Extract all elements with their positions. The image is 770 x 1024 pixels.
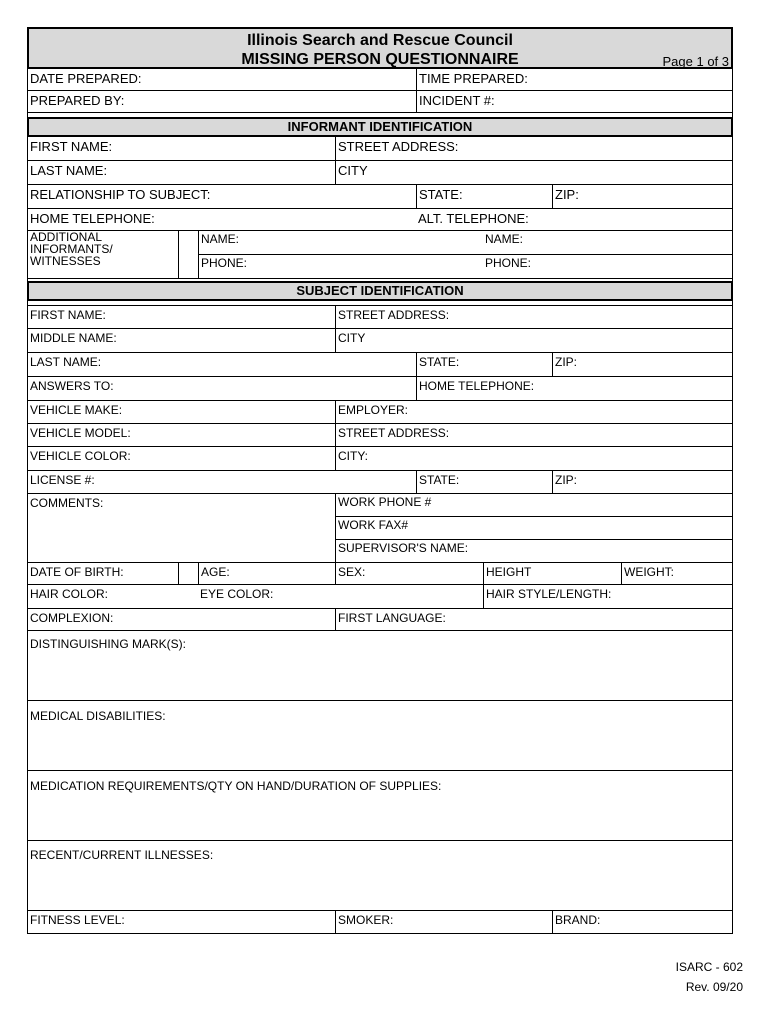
additional-phone-1-field[interactable]: PHONE: <box>201 256 248 270</box>
time-prepared-field[interactable]: TIME PREPARED: <box>416 69 732 90</box>
age-field[interactable]: AGE: <box>198 563 335 584</box>
prepared-by-field[interactable]: PREPARED BY: <box>30 93 125 108</box>
additional-informants-label <box>28 231 178 278</box>
subject-middle-name-field[interactable]: MIDDLE NAME: <box>30 331 117 345</box>
subject-first-name-field[interactable]: FIRST NAME: <box>30 308 106 322</box>
informant-last-name-field[interactable]: LAST NAME: <box>30 163 108 178</box>
distinguishing-marks-row <box>27 631 733 701</box>
informant-street-address-field[interactable]: STREET ADDRESS: <box>335 137 732 160</box>
employer-street-address-field[interactable]: STREET ADDRESS: <box>335 424 732 446</box>
subject-section-header: SUBJECT IDENTIFICATION <box>27 281 733 301</box>
form-title: MISSING PERSON QUESTIONNAIRE <box>241 51 519 68</box>
informant-row-1 <box>27 137 733 161</box>
medical-disabilities-field[interactable]: MEDICAL DISABILITIES: <box>30 709 166 723</box>
informant-city-field[interactable]: CITY <box>335 161 732 184</box>
work-fax-field[interactable]: WORK FAX# <box>336 517 732 540</box>
dob-divider <box>178 563 198 584</box>
incident-number-field[interactable]: INCIDENT #: <box>416 91 732 112</box>
medication-row <box>27 771 733 841</box>
hair-style-field[interactable]: HAIR STYLE/LENGTH: <box>483 585 732 608</box>
smoker-field[interactable]: SMOKER: <box>335 911 552 933</box>
subject-home-telephone-field[interactable]: HOME TELEPHONE: <box>416 377 732 400</box>
subject-state-field[interactable]: STATE: <box>416 353 552 376</box>
informant-zip-field[interactable]: ZIP: <box>552 185 732 208</box>
comments-row <box>27 494 733 563</box>
additional-informants-row <box>27 231 733 279</box>
subject-row-4 <box>27 377 733 401</box>
supervisor-name-field[interactable]: SUPERVISOR'S NAME: <box>338 541 469 555</box>
relationship-field[interactable]: RELATIONSHIP TO SUBJECT: <box>30 187 211 202</box>
vehicle-make-field[interactable]: VEHICLE MAKE: <box>30 403 123 417</box>
subject-zip-field[interactable]: ZIP: <box>552 353 732 376</box>
subject-row-1 <box>27 305 733 329</box>
medication-field[interactable]: MEDICATION REQUIREMENTS/QTY ON HAND/DURATION OF SUPPLIES: <box>30 779 442 793</box>
illnesses-row <box>27 841 733 911</box>
subject-city-field[interactable]: CITY <box>335 329 732 352</box>
subject-row-3 <box>27 353 733 377</box>
subject-row-7 <box>27 447 733 471</box>
additional-name-1-field[interactable]: NAME: <box>201 232 240 246</box>
additional-name-row <box>199 231 732 255</box>
informant-row-3 <box>27 185 733 209</box>
sex-field[interactable]: SEX: <box>335 563 483 584</box>
page-number: Page 1 of 3 <box>662 54 729 69</box>
additional-phone-row <box>199 255 732 278</box>
form-id: ISARC - 602 <box>675 960 743 974</box>
weight-field[interactable]: WEIGHT: <box>621 563 732 584</box>
fitness-row <box>27 911 733 934</box>
distinguishing-marks-field[interactable]: DISTINGUISHING MARK(S): <box>30 637 187 651</box>
informant-home-telephone-field[interactable]: HOME TELEPHONE: <box>30 211 155 226</box>
answers-to-field[interactable]: ANSWERS TO: <box>30 379 114 393</box>
employer-city-field[interactable]: CITY: <box>335 447 732 470</box>
form-header <box>27 27 733 69</box>
additional-divider <box>178 231 198 278</box>
date-of-birth-field[interactable]: DATE OF BIRTH: <box>30 565 124 579</box>
form-revision: Rev. 09/20 <box>685 980 743 994</box>
recent-illnesses-field[interactable]: RECENT/CURRENT ILLNESSES: <box>30 848 214 862</box>
brand-field[interactable]: BRAND: <box>552 911 732 933</box>
medical-disabilities-row <box>27 701 733 771</box>
subject-row-2 <box>27 329 733 353</box>
license-field[interactable]: LICENSE #: <box>30 473 95 487</box>
hair-color-field[interactable]: HAIR COLOR: <box>30 587 109 601</box>
height-field[interactable]: HEIGHT <box>483 563 621 584</box>
vehicle-model-field[interactable]: VEHICLE MODEL: <box>30 426 131 440</box>
additional-name-2-field[interactable]: NAME: <box>485 232 524 246</box>
additional-label-line2: INFORMANTS/ <box>30 242 113 256</box>
informant-row-4 <box>27 209 733 231</box>
informant-section-header: INFORMANT IDENTIFICATION <box>27 117 733 137</box>
informant-row-2 <box>27 161 733 185</box>
vehicle-color-field[interactable]: VEHICLE COLOR: <box>30 449 131 463</box>
employer-contact-block <box>335 494 732 562</box>
first-language-field[interactable]: FIRST LANGUAGE: <box>335 609 732 630</box>
license-state-field[interactable]: STATE: <box>416 471 552 493</box>
subject-row-dob <box>27 563 733 585</box>
license-zip-field[interactable]: ZIP: <box>552 471 732 493</box>
employer-field[interactable]: EMPLOYER: <box>335 401 732 423</box>
informant-alt-telephone-field[interactable]: ALT. TELEPHONE: <box>418 211 529 226</box>
missing-person-form <box>27 27 733 934</box>
informant-first-name-field[interactable]: FIRST NAME: <box>30 139 113 154</box>
subject-last-name-field[interactable]: LAST NAME: <box>30 355 102 369</box>
prep-row-1 <box>27 69 733 91</box>
subject-row-5 <box>27 401 733 424</box>
eye-color-field[interactable]: EYE COLOR: <box>200 587 274 601</box>
informant-state-field[interactable]: STATE: <box>416 185 552 208</box>
additional-label-line1: ADDITIONAL <box>30 231 103 244</box>
additional-phone-2-field[interactable]: PHONE: <box>485 256 532 270</box>
additional-informants-fields <box>198 231 732 278</box>
additional-label-line3: WITNESSES <box>30 254 101 268</box>
complexion-field[interactable]: COMPLEXION: <box>30 611 114 625</box>
subject-row-hair <box>27 585 733 609</box>
subject-street-address-field[interactable]: STREET ADDRESS: <box>335 306 732 328</box>
fitness-level-field[interactable]: FITNESS LEVEL: <box>30 913 125 927</box>
comments-field[interactable]: COMMENTS: <box>30 496 104 510</box>
prep-row-2 <box>27 91 733 113</box>
subject-row-6 <box>27 424 733 447</box>
subject-row-8 <box>27 471 733 494</box>
date-prepared-field[interactable]: DATE PREPARED: <box>30 71 142 86</box>
work-phone-field[interactable]: WORK PHONE # <box>336 494 732 517</box>
form-title-org: Illinois Search and Rescue Council <box>247 32 513 49</box>
subject-row-complexion <box>27 609 733 631</box>
